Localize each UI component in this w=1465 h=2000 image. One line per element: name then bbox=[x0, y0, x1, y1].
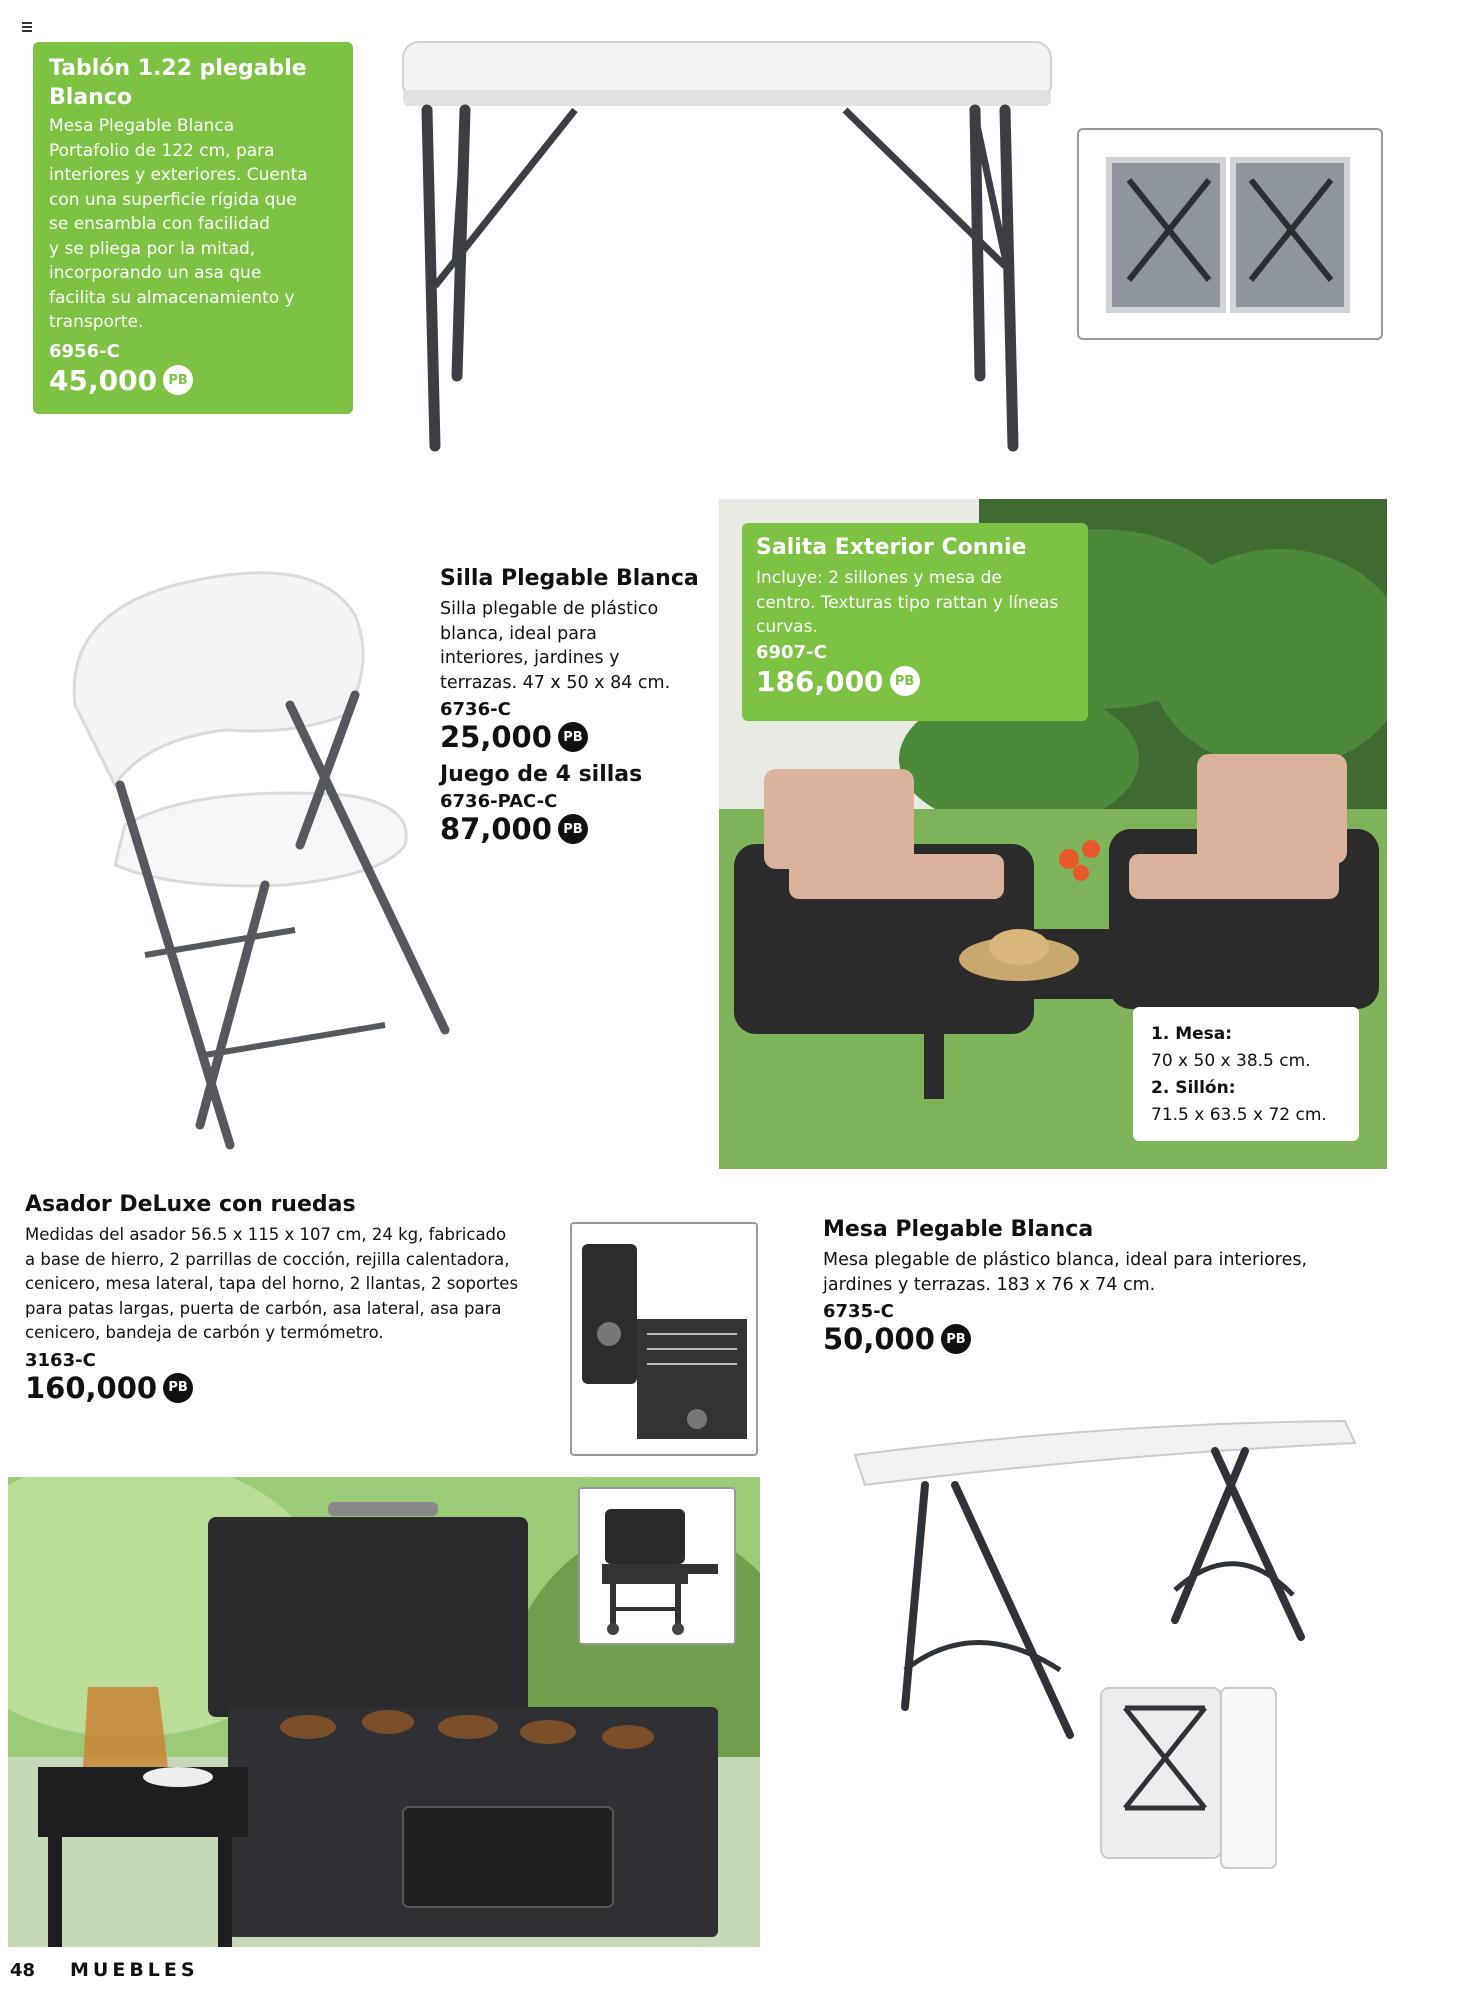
tablon-info-box bbox=[33, 42, 353, 414]
tablon-code: 6956-C bbox=[49, 340, 120, 362]
tablon-desc-line: facilita su almacenamiento y bbox=[49, 287, 295, 308]
grill-open-image bbox=[572, 1224, 756, 1454]
pb-badge-icon: PB bbox=[890, 666, 920, 696]
silla-code: 6736-C bbox=[440, 699, 511, 720]
tablon-desc-line: se ensambla con facilidad bbox=[49, 214, 270, 234]
folded-table-image bbox=[1079, 130, 1381, 338]
mesa-title: Mesa Plegable Blanca bbox=[823, 1217, 1094, 1242]
tablon-price-value: 45,000 bbox=[49, 363, 158, 397]
silla-set-price bbox=[440, 812, 720, 846]
page-number: 48 bbox=[10, 1960, 36, 1981]
pb-badge-icon: PB bbox=[163, 1373, 193, 1403]
mesa-price bbox=[823, 1322, 1363, 1356]
tablon-title-line1: Tablón 1.22 plegable bbox=[49, 56, 307, 81]
salita-desc-line: Incluye: 2 sillones y mesa de bbox=[756, 568, 1002, 588]
pb-badge-icon: PB bbox=[941, 1324, 971, 1354]
mesa-dim-value: 70 x 50 x 38.5 cm. bbox=[1151, 1051, 1311, 1071]
pb-badge-icon: PB bbox=[558, 814, 588, 844]
silla-set-title: Juego de 4 sillas bbox=[440, 762, 643, 787]
mesa-desc-line: jardines y terrazas. 183 x 76 x 74 cm. bbox=[823, 1274, 1156, 1295]
silla-description bbox=[440, 597, 720, 695]
sillon-dim-label: 2. Sillón: bbox=[1151, 1078, 1236, 1098]
mesa-price-value: 50,000 bbox=[823, 1322, 935, 1356]
silla-desc-line: Silla plegable de plástico bbox=[440, 599, 659, 619]
asador-title: Asador DeLuxe con ruedas bbox=[25, 1192, 356, 1217]
grill-closed-image bbox=[580, 1489, 734, 1643]
silla-set-price-value: 87,000 bbox=[440, 812, 552, 846]
tablon-desc-line: Portafolio de 122 cm, para bbox=[49, 140, 275, 161]
tablon-desc-line: interiores y exteriores. Cuenta bbox=[49, 165, 308, 185]
tablon-desc-line: Mesa Plegable Blanca bbox=[49, 116, 235, 136]
section-title: MUEBLES bbox=[70, 1959, 199, 1981]
mesa-code: 6735-C bbox=[823, 1301, 894, 1322]
salita-code: 6907-C bbox=[756, 641, 827, 663]
silla-title: Silla Plegable Blanca bbox=[440, 566, 699, 591]
pb-badge-icon: PB bbox=[558, 722, 588, 752]
asador-desc-line: para patas largas, puerta de carbón, asa lateral, asa para bbox=[25, 1298, 502, 1318]
asador-desc-line: a base de hierro, 2 parrillas de cocción, rejilla calentadora, bbox=[25, 1249, 510, 1269]
mesa-dim-label: 1. Mesa: bbox=[1151, 1024, 1233, 1044]
salita-description bbox=[756, 566, 1074, 640]
asador-desc-line: Medidas del asador 56.5 x 115 x 107 cm, 24 kg, fabricado bbox=[25, 1225, 507, 1244]
mesa-desc-line: Mesa plegable de plástico blanca, ideal para interiores, bbox=[823, 1250, 1308, 1270]
tablon-table-image bbox=[395, 36, 1067, 466]
tablon-desc-line: transporte. bbox=[49, 312, 144, 332]
tablon-desc-line: y se pliega por la mitad, bbox=[49, 238, 256, 259]
asador-inset bbox=[570, 1222, 758, 1456]
salita-price bbox=[756, 665, 1074, 698]
silla-desc-line: blanca, ideal para bbox=[440, 623, 597, 644]
asador-desc-line: cenicero, mesa lateral, tapa del horno, 2 llantas, 2 soportes bbox=[25, 1274, 519, 1293]
tablon-desc-line: con una superficie rígida que bbox=[49, 189, 297, 210]
tablon-description bbox=[49, 114, 337, 335]
asador-closed-inset bbox=[578, 1487, 736, 1645]
asador-desc-line: cenicero, bandeja de carbón y termómetro. bbox=[25, 1323, 384, 1342]
mesa-folded-image bbox=[1095, 1668, 1295, 1878]
hamburger-icon[interactable] bbox=[22, 22, 32, 34]
sillon-dim-value: 71.5 x 63.5 x 72 cm. bbox=[1151, 1105, 1327, 1125]
silla-chair-image bbox=[55, 555, 455, 1155]
pb-badge-icon: PB bbox=[163, 365, 193, 395]
tablon-title-line2: Blanco bbox=[49, 85, 132, 110]
salita-dimensions-box bbox=[1133, 1007, 1359, 1141]
asador-info bbox=[25, 1192, 545, 1405]
asador-code: 3163-C bbox=[25, 1349, 96, 1371]
tablon-desc-line: incorporando un asa que bbox=[49, 263, 262, 283]
silla-desc-line: terrazas. 47 x 50 x 84 cm. bbox=[440, 672, 671, 693]
tablon-folded-inset bbox=[1077, 128, 1383, 340]
tablon-price bbox=[49, 364, 337, 397]
salita-title: Salita Exterior Connie bbox=[756, 535, 1027, 560]
mesa-info bbox=[823, 1217, 1363, 1356]
silla-desc-line: interiores, jardines y bbox=[440, 648, 620, 668]
asador-price bbox=[25, 1371, 545, 1405]
silla-set-code: 6736-PAC-C bbox=[440, 791, 558, 812]
mesa-description bbox=[823, 1248, 1363, 1297]
asador-price-value: 160,000 bbox=[25, 1370, 158, 1405]
salita-info-box bbox=[742, 523, 1088, 721]
silla-info bbox=[440, 566, 720, 846]
silla-price bbox=[440, 720, 720, 754]
salita-price-value: 186,000 bbox=[756, 664, 884, 698]
salita-desc-line: curvas. bbox=[756, 617, 818, 637]
silla-price-value: 25,000 bbox=[440, 720, 552, 754]
asador-description bbox=[25, 1223, 545, 1346]
salita-desc-line: centro. Texturas tipo rattan y líneas bbox=[756, 592, 1059, 613]
